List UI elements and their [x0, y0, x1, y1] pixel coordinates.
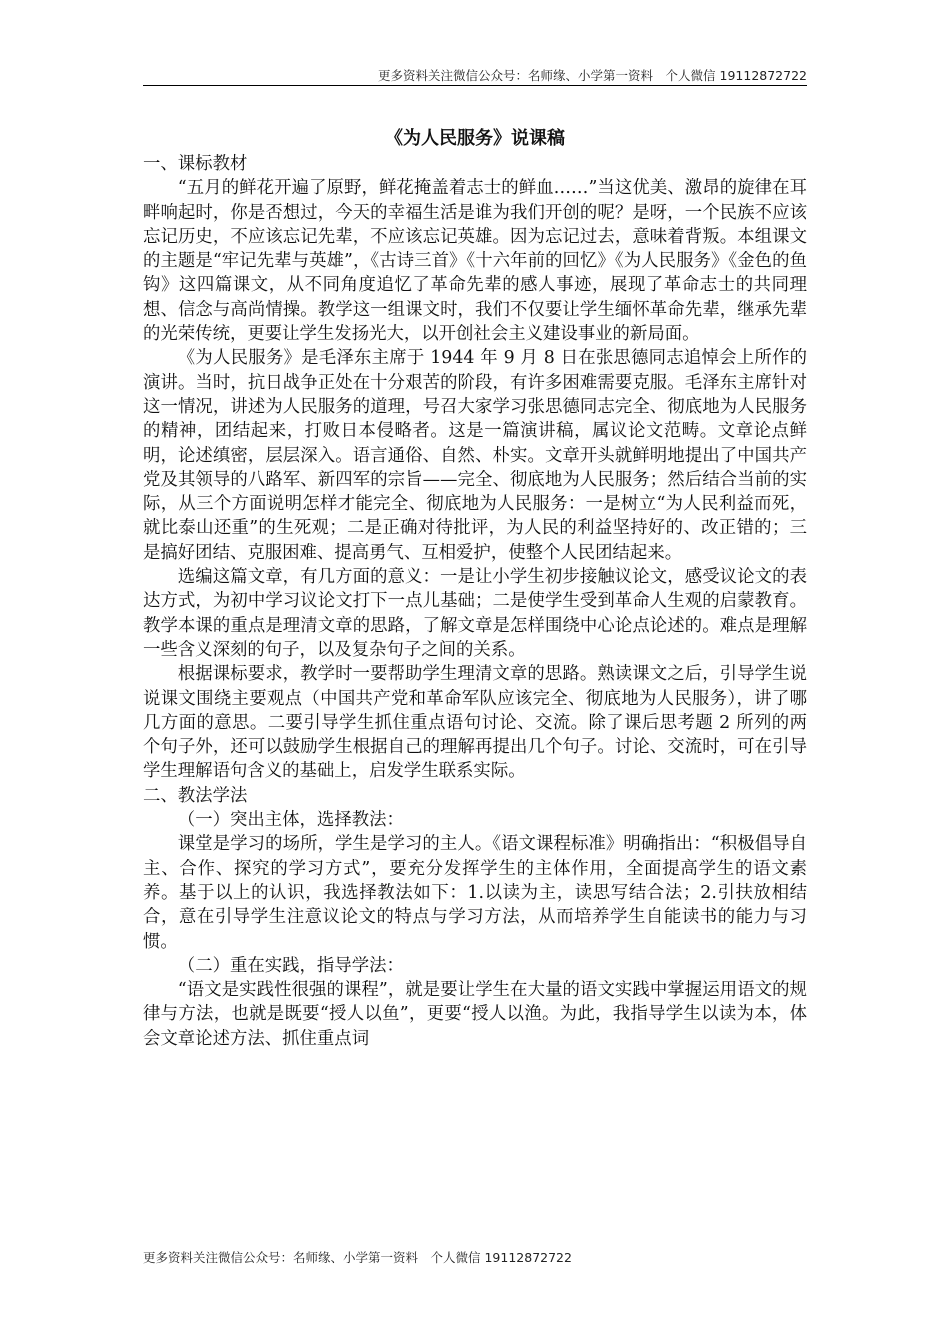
- page-footer: 更多资料关注微信公众号：名师缘、小学第一资料 个人微信 19112872722: [143, 1250, 572, 1265]
- section-heading-1: 一、课标教材: [143, 154, 248, 174]
- section-heading-2: 二、教法学法: [143, 785, 248, 806]
- page-header: 更多资料关注微信公众号：名师缘、小学第一资料 个人微信 19112872722: [378, 68, 807, 83]
- paragraph: 课堂是学习的场所，学生是学习的主人。《语文课程标准》明确指出：“积极倡导自主、合作、探究的学习方式”，要充分发挥学生的主体作用，全面提高学生的语文素养。基于以上的认识，我选择教法如下：1.以读为主，读思写结合法；2.引扶放相结合，意在引导学生注意议论文的特点与学习方法，从而培养学生自能读书的能力与习惯。: [143, 834, 807, 952]
- subsection-heading-2: （二）重在实践，指导学法：: [177, 955, 404, 976]
- paragraph: “语文是实践性很强的课程”，就是要让学生在大量的语文实践中掌握运用语文的规律与方法，也就是既要“授人以鱼”，更要“授人以渔。为此，我指导学生以读为本，体会文章论述方法、抓住重点词: [143, 980, 807, 1049]
- document-title: 《为人民服务》说课稿: [385, 128, 565, 149]
- document-body: [143, 126, 807, 1051]
- paragraph: 选编这篇文章，有几方面的意义：一是让小学生初步接触议论文，感受议论文的表达方式，为初中学习议论文打下一点儿基础；二是使学生受到革命人生观的启蒙教育。教学本课的重点是理清文章的思路，了解文章是怎样围绕中心论点论述的。难点是理解一些含义深刻的句子，以及复杂句子之间的关系。: [143, 567, 807, 660]
- paragraph: “五月的鲜花开遍了原野，鲜花掩盖着志士的鲜血……”当这优美、激昂的旋律在耳畔响起时，你是否想过，今天的幸福生活是谁为我们开创的呢？是呀，一个民族不应该忘记历史，不应该忘记先辈，不应该忘记英雄。因为忘记过去，意味着背叛。本组课文的主题是“牢记先辈与英雄”，《古诗三首》《十六年前的回忆》《为人民服务》《金色的鱼钩》这四篇课文，从不同角度追忆了革命先辈的感人事迹，展现了革命志士的共同理想、信念与高尚情操。教学这一组课文时，我们不仅要让学生缅怀革命先辈，继承先辈的光荣传统，更要让学生发扬光大，以开创社会主义建设事业的新局面。: [143, 178, 807, 345]
- paragraph: 《为人民服务》是毛泽东主席于 1944 年 9 月 8 日在张思德同志追悼会上所作的演讲。当时，抗日战争正处在十分艰苦的阶段，有许多困难需要克服。毛泽东主席针对这一情况，讲述为人民服务的道理，号召大家学习张思德同志完全、彻底地为人民服务的精神，团结起来，打败日本侵略者。这是一篇演讲稿，属议论文范畴。文章论点鲜明，论述缜密，层层深入。语言通俗、自然、朴实。文章开头就鲜明地提出了中国共产党及其领导的八路军、新四军的宗旨——完全、彻底地为人民服务；然后结合当前的实际，从三个方面说明怎样才能完全、彻底地为人民服务：一是树立“为人民利益而死，就比泰山还重”的生死观；二是正确对待批评，为人民的利益坚持好的、改正错的；三是搞好团结、克服困难、提高勇气、互相爱护，使整个人民团结起来。: [143, 348, 807, 563]
- paragraph: 根据课标要求，教学时一要帮助学生理清文章的思路。熟读课文之后，引导学生说说课文围绕主要观点（中国共产党和革命军队应该完全、彻底地为人民服务），讲了哪几方面的意思。二要引导学生抓住重点语句讨论、交流。除了课后思考题 2 所列的两个句子外，还可以鼓励学生根据自己的理解再提出几个句子。讨论、交流时，可在引导学生理解语句含义的基础上，启发学生联系实际。: [143, 664, 807, 782]
- header-divider: [143, 85, 807, 86]
- subsection-heading-1: （一）突出主体，选择教法：: [177, 810, 404, 831]
